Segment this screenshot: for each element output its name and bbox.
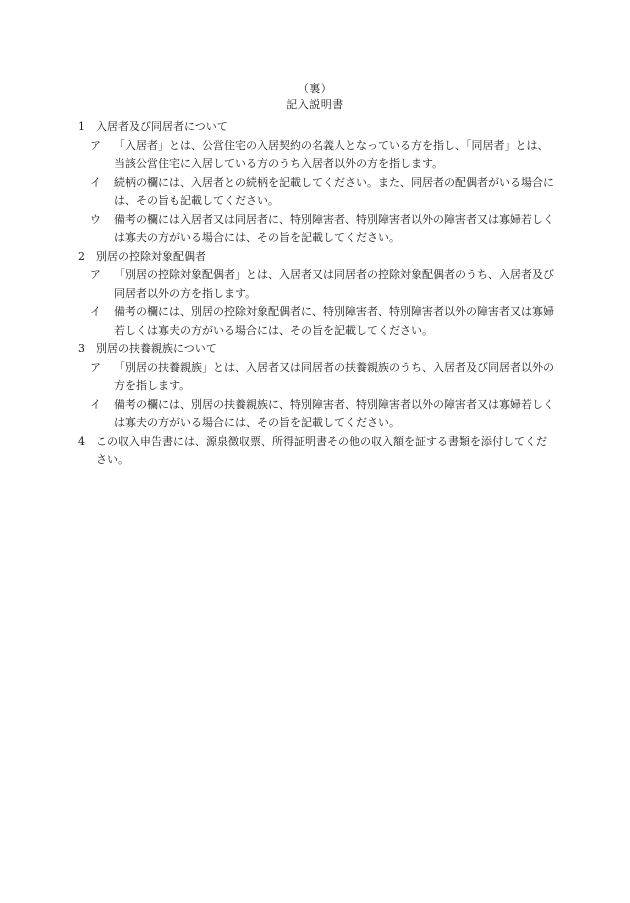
section-heading-text: 別居の扶養親族について: [96, 342, 217, 355]
page-title: 記入説明書: [286, 98, 344, 111]
section-heading-text: この収入申告書には、源泉徴収票、所得証明書その他の収入額を証する書類を添付してください。: [96, 434, 547, 466]
section-1-heading: [78, 118, 554, 137]
back-side-label: （裏）: [297, 82, 333, 95]
section-number: 4: [78, 434, 85, 448]
section-2-item-i: [78, 303, 554, 340]
section-3-item-a: [78, 359, 554, 396]
section-2-item-a: [78, 266, 554, 303]
item-text: 「別居の扶養親族」とは、入居者又は同居者の扶養親族のうち、入居者及び同居者以外の方を指します。: [114, 360, 554, 392]
section-number: 1: [78, 120, 85, 133]
item-marker: イ: [90, 397, 101, 411]
section-heading-text: 別居の控除対象配偶者: [96, 249, 206, 263]
item-text: 続柄の欄には、入居者との続柄を記載してください。また、同居者の配偶者がいる場合には、その旨も記載してください。: [114, 175, 554, 207]
section-number: 3: [78, 342, 85, 355]
section-number: 2: [78, 249, 85, 263]
section-2-heading: [78, 248, 554, 267]
section-1-item-u: [78, 211, 554, 248]
section-3-heading: [78, 340, 554, 359]
item-text: 「別居の控除対象配偶者」とは、入居者又は同居者の控除対象配偶者のうち、入居者及び同居者以外の方を指します。: [114, 268, 554, 300]
item-marker: ア: [90, 138, 101, 152]
item-marker: ア: [90, 360, 101, 374]
item-marker: ア: [90, 268, 101, 281]
section-1-item-i: [78, 174, 554, 211]
instructions-body: [78, 118, 554, 470]
item-marker: イ: [90, 305, 101, 318]
section-4: [78, 433, 554, 470]
item-text: 備考の欄には入居者又は同居者に、特別障害者、特別障害者以外の障害者又は寡婦若しくは寡夫の方がいる場合には、その旨を記載してください。: [114, 212, 554, 244]
section-3-item-i: [78, 396, 554, 433]
item-text: 備考の欄には、別居の扶養親族に、特別障害者、特別障害者以外の障害者又は寡婦若しくは寡夫の方がいる場合には、その旨を記載してください。: [114, 397, 554, 429]
section-1-item-a: [78, 137, 554, 174]
item-text: 「入居者」とは、公営住宅の入居契約の名義人となっている方を指し、「同居者」とは、当該公営住宅に入居している方のうち入居者以外の方を指します。: [114, 138, 549, 170]
item-marker: ウ: [90, 212, 101, 226]
item-marker: イ: [90, 175, 101, 189]
section-heading-text: 入居者及び同居者について: [96, 120, 228, 133]
item-text: 備考の欄には、別居の控除対象配偶者に、特別障害者、特別障害者以外の障害者又は寡婦若しくは寡夫の方がいる場合には、その旨を記載してください。: [114, 305, 554, 337]
